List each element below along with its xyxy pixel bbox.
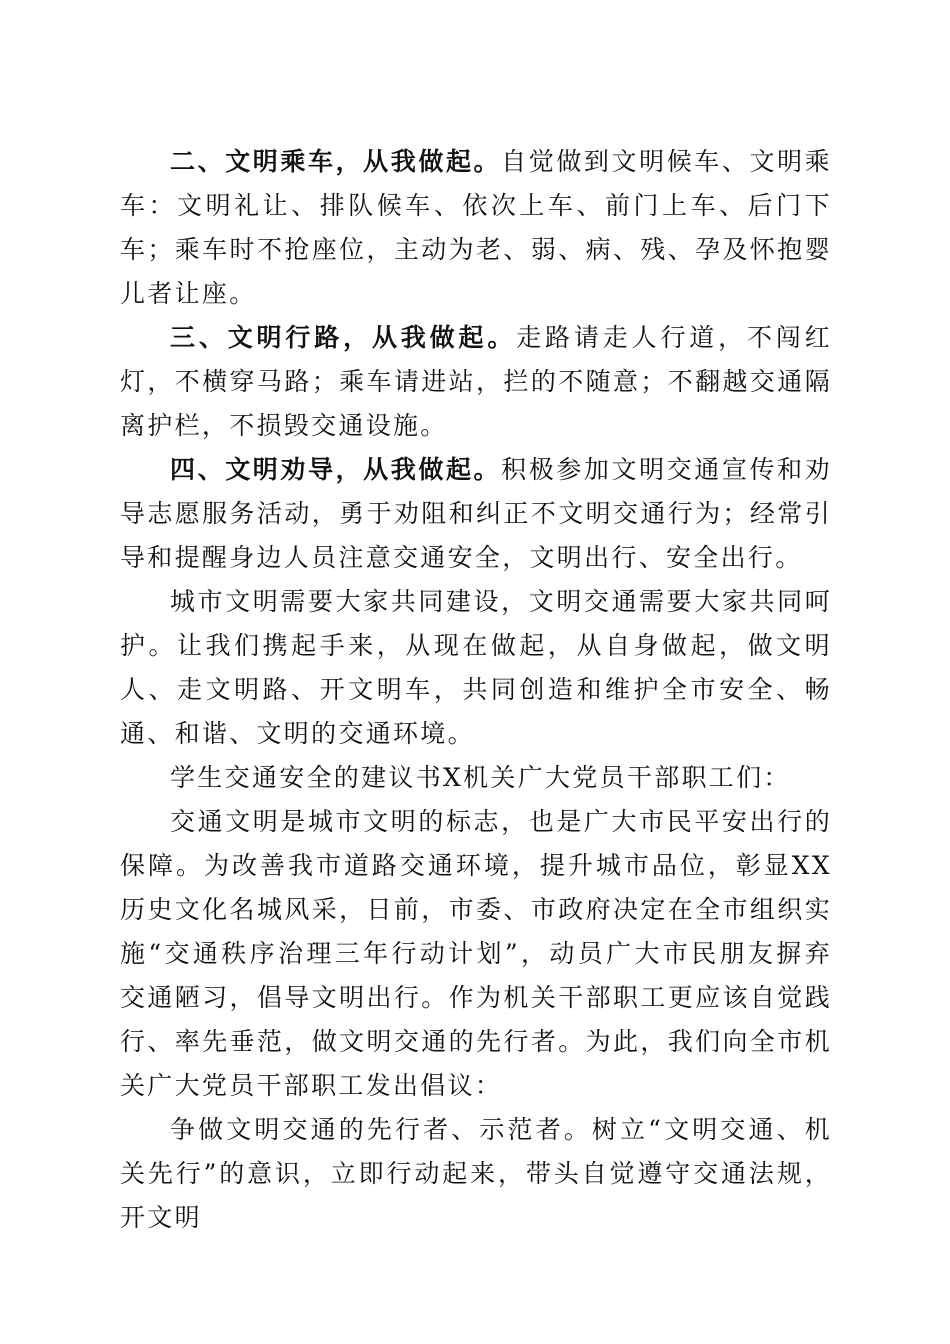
paragraph-heading: 三、文明行路，从我做起。 <box>170 323 517 352</box>
paragraph-text: 争做文明交通的先行者、示范者。树立“文明交通、机关先行”的意识，立即行动起来，带头自觉遵守交通法规，开文明 <box>120 1115 832 1232</box>
paragraph-city-civilization <box>120 580 832 756</box>
paragraph-text: 积极参加文明交通宣传和劝导志愿服务活动，勇于劝阻和纠正不文明交通行为；经常引导和提醒身边人员注意交通安全，文明出行、安全出行。 <box>120 455 832 572</box>
paragraph-heading: 二、文明乘车，从我做起。 <box>170 147 502 176</box>
paragraph-text: 自觉做到文明候车、文明乘车：文明礼让、排队候车、依次上车、前门上车、后门下车；乘车时不抢座位，主动为老、弱、病、残、孕及怀抱婴儿者让座。 <box>120 147 832 308</box>
paragraph-text: 走路请走人行道，不闯红灯，不横穿马路；乘车请进站，拦的不随意；不翻越交通隔离护栏，不损毁交通设施。 <box>120 323 832 440</box>
paragraph-civil-walking <box>120 316 832 448</box>
paragraph-traffic-civilization <box>120 800 832 1108</box>
paragraph-civil-persuasion <box>120 448 832 580</box>
paragraph-text: 交通文明是城市文明的标志，也是广大市民平安出行的保障。为改善我市道路交通环境，提升城市品位，彰显XX历史文化名城风采，日前，市委、市政府决定在全市组织实施“交通秩序治理三年行动计划”，动员广大市民朋友摒弃交通陋习，倡导文明出行。作为机关干部职工更应该自觉践行、率先垂范，做文明交通的先行者。为此，我们向全市机关广大党员干部职工发出倡议： <box>120 807 832 1100</box>
paragraph-proposal-salutation <box>120 756 832 800</box>
paragraph-pioneer <box>120 1108 832 1240</box>
document-body <box>120 140 832 1240</box>
paragraph-civil-riding <box>120 140 832 316</box>
paragraph-heading: 四、文明劝导，从我做起。 <box>170 455 502 484</box>
paragraph-text: 学生交通安全的建议书X机关广大党员干部职工们： <box>170 763 791 792</box>
paragraph-text: 城市文明需要大家共同建设，文明交通需要大家共同呵护。让我们携起手来，从现在做起，从自身做起，做文明人、走文明路、开文明车，共同创造和维护全市安全、畅通、和谐、文明的交通环境。 <box>120 587 832 748</box>
